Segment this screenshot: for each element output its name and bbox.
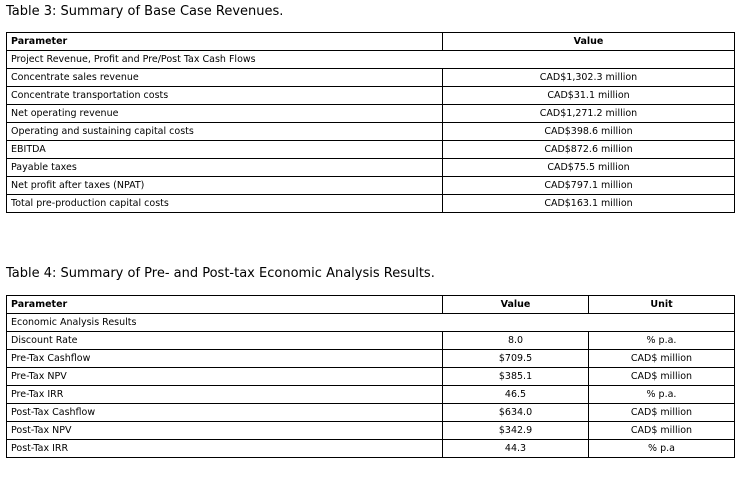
unit-cell: CAD$ million [589,368,735,386]
parameter-cell: Concentrate sales revenue [7,69,443,87]
value-cell: CAD$75.5 million [443,159,735,177]
parameter-cell: Pre-Tax NPV [7,368,443,386]
table-row [7,105,735,123]
unit-cell: % p.a [589,440,735,458]
table-row [7,177,735,195]
value-cell: 46.5 [443,386,589,404]
table-row [7,159,735,177]
table-row [7,386,735,404]
parameter-cell: Discount Rate [7,332,443,350]
parameter-cell: Pre-Tax Cashflow [7,350,443,368]
table-row [7,422,735,440]
column-header-value: Value [443,296,589,314]
table3-caption: Table 3: Summary of Base Case Revenues. [6,4,284,19]
table-row [7,123,735,141]
table-header-row [7,33,735,51]
value-cell: $634.0 [443,404,589,422]
value-cell: CAD$797.1 million [443,177,735,195]
table4-economic-analysis [6,295,735,458]
unit-cell: % p.a. [589,386,735,404]
value-cell: CAD$1,271.2 million [443,105,735,123]
table-row [7,195,735,213]
table-row [7,69,735,87]
parameter-cell: Total pre-production capital costs [7,195,443,213]
column-header-value: Value [443,33,735,51]
table3-revenues [6,32,735,213]
column-header-parameter: Parameter [7,296,443,314]
parameter-cell: Post-Tax Cashflow [7,404,443,422]
parameter-cell: Net profit after taxes (NPAT) [7,177,443,195]
section-title: Economic Analysis Results [7,314,735,332]
value-cell: $385.1 [443,368,589,386]
value-cell: $342.9 [443,422,589,440]
value-cell: CAD$398.6 million [443,123,735,141]
unit-cell: % p.a. [589,332,735,350]
section-row [7,51,735,69]
table-row [7,141,735,159]
parameter-cell: Concentrate transportation costs [7,87,443,105]
parameter-cell: Post-Tax NPV [7,422,443,440]
table-row [7,87,735,105]
value-cell: CAD$31.1 million [443,87,735,105]
column-header-parameter: Parameter [7,33,443,51]
table-row [7,368,735,386]
parameter-cell: Post-Tax IRR [7,440,443,458]
value-cell: 8.0 [443,332,589,350]
value-cell: $709.5 [443,350,589,368]
value-cell: CAD$872.6 million [443,141,735,159]
column-header-unit: Unit [589,296,735,314]
parameter-cell: EBITDA [7,141,443,159]
table-row [7,440,735,458]
table4-caption: Table 4: Summary of Pre- and Post-tax Economic Analysis Results. [6,266,435,281]
table-row [7,332,735,350]
parameter-cell: Net operating revenue [7,105,443,123]
table-row [7,404,735,422]
section-title: Project Revenue, Profit and Pre/Post Tax Cash Flows [7,51,735,69]
parameter-cell: Payable taxes [7,159,443,177]
value-cell: 44.3 [443,440,589,458]
unit-cell: CAD$ million [589,404,735,422]
parameter-cell: Pre-Tax IRR [7,386,443,404]
section-row [7,314,735,332]
unit-cell: CAD$ million [589,422,735,440]
table-row [7,350,735,368]
parameter-cell: Operating and sustaining capital costs [7,123,443,141]
value-cell: CAD$163.1 million [443,195,735,213]
value-cell: CAD$1,302.3 million [443,69,735,87]
table-header-row [7,296,735,314]
unit-cell: CAD$ million [589,350,735,368]
